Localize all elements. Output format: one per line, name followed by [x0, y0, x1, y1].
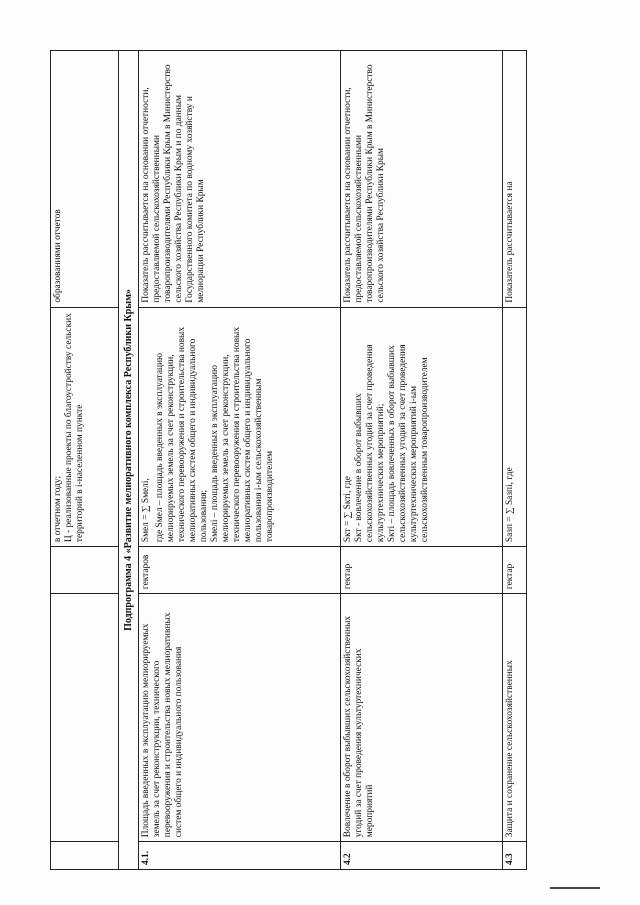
table-cell	[51, 547, 119, 594]
formula: Sкт = ∑ Sктi, где	[343, 476, 353, 543]
formula-cell	[341, 307, 503, 546]
scan-mark	[550, 887, 600, 889]
formula: Sазп = ∑ Sазпi, где	[505, 467, 515, 543]
unit: гектар	[503, 547, 527, 594]
table-cell	[51, 842, 119, 870]
indicator-name: Защита и сохранение сельскохозяйственных	[503, 594, 527, 842]
table-row	[503, 51, 527, 870]
indicator-name: Площадь введенных в эксплуатацию мелиорируемых земель за счет реконструкции, технического перевооружения и строительства новых мелиоративных систем общего и индивидуального пользования	[139, 594, 341, 842]
table-cell-source: образованиями отчетов	[51, 51, 119, 308]
table-row-continuation	[51, 51, 119, 870]
formula: Sмел = ∑ Sмелi,	[141, 478, 151, 543]
table-row	[341, 51, 503, 870]
table-row	[139, 51, 341, 870]
row-number: 4.2	[341, 842, 503, 870]
row-number: 4.3	[503, 842, 527, 870]
indicator-name: Вовлечение в оборот выбывших сельскохозяйственных угодий за счет проведения культуртехнических мероприятий	[341, 594, 503, 842]
formula-description: Sкт - вовлечение в оборот выбывших сельскохозяйственных угодий за счет проведения культуртехнических мероприятий; Sктi – площадь вовлеченных в оборот выбывших сельскохозяйственных угодий за счет проведения культуртехнических мероприятий i-ым сельскохозяйственным товаропроизводителем	[354, 344, 430, 543]
data-source: Показатель рассчитывается на основании отчетности, предоставляемой сельскохозяйственными товаропроизводителями Республики Крым в Министерство сельского хозяйства Республики Крым и по данным Государственного комитета по водному хозяйству и мелиорации Республики Крым	[139, 51, 341, 308]
indicator-table	[50, 50, 527, 870]
table-cell	[51, 594, 119, 842]
data-source: Показатель рассчитывается на основании отчетности, предоставляемой сельскохозяйственными товаропроизводителями Республики Крым в Министерство сельского хозяйства Республики Крым	[341, 51, 503, 308]
rotated-document	[50, 50, 590, 870]
formula-description: где Sмел – площадь введенных в эксплуатацию мелиорируемых земель за счет реконструкции, технического перевооружения и строительства новых мелиоративных систем общего и индивидуального пользования; Sмелi – площадь введенных в эксплуатацию мелиорируемых земель за счет реконструкции, технического перевооружения и строительства новых мелиоративных систем общего и индивидуального пользования i-ым сельскохозяйственным товаропроизводителем	[155, 326, 275, 543]
section-title: Подпрограмма 4 «Развитие мелиоративного комплекса Республики Крым»	[119, 51, 139, 870]
unit: гектаров	[139, 547, 341, 594]
section-row	[119, 51, 139, 870]
row-number: 4.1.	[139, 842, 341, 870]
formula-cell	[503, 307, 527, 546]
data-source: Показатель рассчитывается на	[503, 51, 527, 308]
unit: гектар	[341, 547, 503, 594]
formula-cell	[139, 307, 341, 546]
table-cell-method: в отчетном году; Ц - реализованные проекты по благоустройству сельских территорий в i-населенном пункте	[51, 307, 119, 546]
